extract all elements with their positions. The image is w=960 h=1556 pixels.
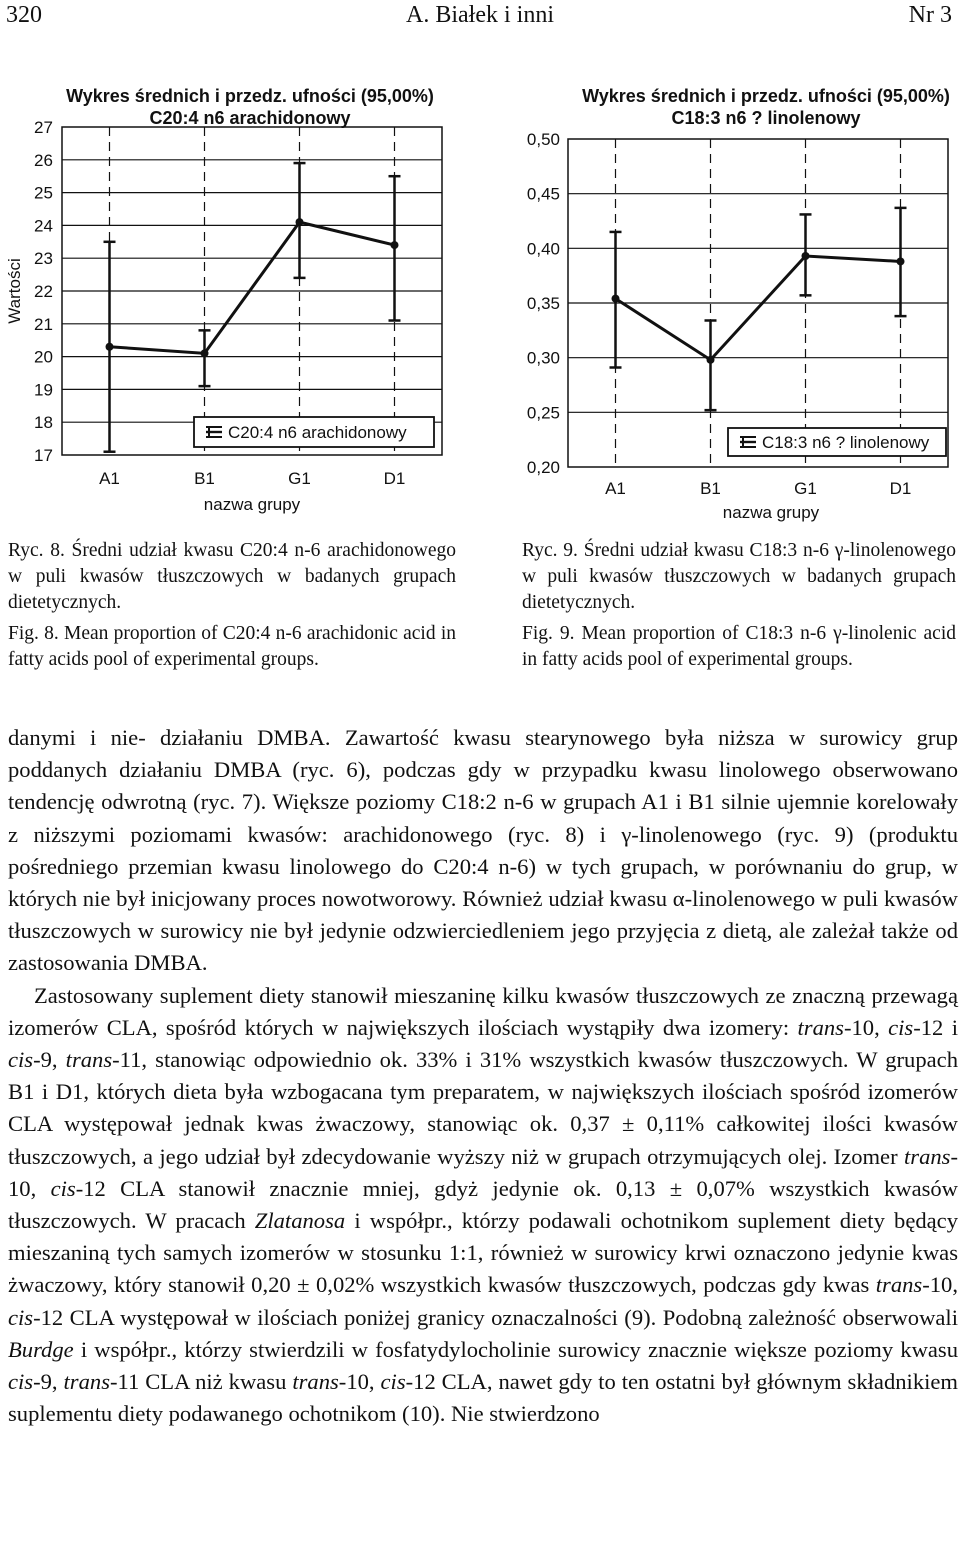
y-tick-label: 21 — [34, 314, 53, 334]
text-run: -12 i — [913, 1014, 958, 1040]
figure-8-caption — [8, 538, 456, 678]
text-run-italic: trans — [797, 1014, 844, 1040]
data-point — [612, 295, 620, 303]
text-run-italic: cis — [8, 1047, 34, 1073]
series-line — [110, 222, 395, 353]
text-run-italic: cis — [8, 1304, 34, 1330]
series-line — [616, 256, 901, 360]
text-run-italic: cis — [8, 1369, 34, 1395]
y-tick-label: 0,25 — [526, 403, 560, 423]
paragraph-1: danymi i nie- działaniu DMBA. Zawartość kwasu stearynowego była niższa w surowicy grup poddanych działaniu DMBA (ryc. 6), podczas gdy w przypadku kwasu linolowego obserwowano tendencję odwrotną (ryc. 7). Większe poziomy C18:2 n-6 w grupach A1 i B1 silnie ujemnie korelowały z niższymi poziomami kwasów: arachidonowego (ryc. 8) i γ-linolenowego (ryc. 9) (produktu pośredniego przemian kwasu linolowego do C20:4 n-6) w tych grupach, w porównaniu do grup, w których nie był inicjowany proces nowotworowy. Również udział kwasu α-linolenowego w puli kwasów tłuszczowych w surowicy nie był jedynie odzwierciedleniem jego przyjęcia z dietą, ale zależał także od zastosowania DMBA. — [8, 725, 958, 976]
issue-number: Nr 3 — [908, 2, 952, 28]
chart-title: Wykres średnich i przedz. ufności (95,00%) — [66, 86, 434, 106]
legend-label: C20:4 n6 arachidonowy — [228, 423, 407, 442]
text-run-italic: cis — [380, 1369, 406, 1395]
y-tick-label: 19 — [34, 380, 53, 400]
text-run-italic: trans — [292, 1369, 339, 1395]
text-run-italic: trans — [65, 1047, 113, 1073]
caption-fig8-pl: Ryc. 8. Średni udział kwasu C20:4 n-6 arachidonowego w puli kwasów tłuszczowych w badanych grupach dietetycznych. — [8, 540, 456, 613]
text-run: i współpr., którzy stwierdzili w fosfatydylocholinie surowicy znacznie większe poziomy kwasu — [73, 1336, 958, 1362]
text-run: -9, — [33, 1047, 66, 1073]
x-tick-label: A1 — [605, 479, 626, 498]
caption-fig9-pl: Ryc. 9. Średni udział kwasu C18:3 n-6 γ-linolenowego w puli kwasów tłuszczowych w badanych grupach dietetycznych. — [522, 540, 956, 613]
text-run: -12 CLA, nawet gdy to ten ostatni był głównym składnikiem suplementu diety podawanego ochotnikom (10). Nie stwierdzono — [8, 1369, 958, 1427]
text-run: -12 CLA występował w ilościach poniżej granicy oznaczalności (9). Podobną zależność obserwowali — [33, 1304, 958, 1330]
data-point — [201, 349, 209, 357]
x-tick-label: G1 — [794, 479, 817, 498]
text-run-italic: trans — [875, 1272, 923, 1298]
x-axis-label: nazwa grupy — [722, 503, 820, 522]
x-tick-label: D1 — [889, 479, 912, 498]
chart-arachidonic — [0, 72, 455, 524]
text-run: -10, — [338, 1369, 381, 1395]
text-run: -12 CLA stanowił znacznie mniej, gdyż jedynie ok. 0,13 ± 0,07% wszystkich kwasów tłuszczowych. W pracach — [8, 1175, 958, 1234]
text-run-italic: trans — [63, 1369, 110, 1395]
data-point — [296, 218, 304, 226]
running-header — [0, 0, 960, 34]
x-tick-label: A1 — [99, 469, 120, 488]
x-tick-label: G1 — [288, 469, 311, 488]
data-point — [106, 343, 114, 351]
y-tick-label: 0,35 — [526, 294, 560, 313]
y-tick-label: 23 — [34, 249, 53, 269]
y-tick-label: 18 — [34, 413, 53, 433]
x-tick-label: D1 — [383, 469, 406, 488]
y-tick-label: 26 — [34, 150, 53, 170]
y-tick-label: 0,40 — [526, 239, 560, 259]
text-run-italic: cis — [888, 1014, 914, 1040]
paragraph-2 — [8, 980, 958, 1431]
text-run: -9, — [33, 1369, 64, 1395]
text-run: Zastosowany suplement diety stanowił mieszaninę kilku kwasów tłuszczowych ze znaczną przewagą izomerów CLA, spośród których w największych ilościach wystąpiły dwa izomery: — [8, 982, 958, 1040]
y-tick-label: 17 — [34, 446, 53, 465]
body-text — [8, 722, 958, 1430]
y-tick-label: 20 — [34, 347, 53, 367]
data-point — [391, 241, 399, 249]
data-point — [802, 252, 810, 260]
chart-gamma-linolenic — [506, 72, 958, 524]
y-tick-label: 0,30 — [526, 348, 560, 368]
text-run-italic: trans — [904, 1143, 951, 1169]
figure-9-caption — [522, 538, 956, 678]
y-tick-label: 0,20 — [526, 458, 560, 477]
y-tick-label: 27 — [34, 118, 53, 137]
data-point — [707, 356, 715, 364]
text-run: -11 CLA niż kwasu — [110, 1369, 293, 1395]
text-run-italic: Burdge — [8, 1336, 74, 1362]
y-tick-label: 0,45 — [526, 184, 560, 204]
y-tick-label: 25 — [34, 183, 53, 203]
y-tick-label: 22 — [34, 282, 53, 301]
text-run-italic: cis — [50, 1175, 76, 1201]
chart-subtitle: C20:4 n6 arachidonowy — [149, 108, 351, 128]
x-axis-label: nazwa grupy — [203, 495, 301, 514]
text-run: -10, — [922, 1272, 958, 1298]
text-run: -10, — [843, 1014, 889, 1040]
text-run: -11, stanowiąc odpowiednio ok. 33% i 31% wszystkich kwasów tłuszczowych. W grupach B1 i D1, których dieta była wzbogacana tym preparatem, w największych ilościach spośród izomerów CLA występował jednak kwas żwaczowy, stanowiąc ok. 0,37 ± 0,11% całkowitej ilości kwasów tłuszczowych, a jego udział był zdecydowanie wyższy niż w grupach otrzymujących olej. Izomer — [8, 1047, 958, 1169]
running-authors: A. Białek i inni — [406, 2, 554, 28]
y-tick-label: 0,50 — [526, 130, 560, 149]
y-axis-label: Wartości — [5, 258, 24, 324]
data-point — [897, 257, 905, 265]
caption-fig9-en: Fig. 9. Mean proportion of C18:3 n-6 γ-linolenic acid in fatty acids pool of experimental groups. — [522, 623, 956, 670]
x-tick-label: B1 — [700, 479, 721, 498]
page-number: 320 — [6, 2, 42, 28]
caption-fig8-en: Fig. 8. Mean proportion of C20:4 n-6 arachidonic acid in fatty acids pool of experimental groups. — [8, 623, 456, 670]
x-tick-label: B1 — [194, 469, 215, 488]
chart-subtitle: C18:3 n6 ? linolenowy — [671, 108, 861, 128]
y-tick-label: 24 — [34, 216, 53, 236]
chart-title: Wykres średnich i przedz. ufności (95,00%) — [582, 86, 950, 106]
text-run: -10, — [8, 1143, 958, 1201]
text-run: i współpr., którzy podawali ochotnikom suplement diety będący mieszaniną tych samych izomerów w stosunku 1:1, również w surowicy krwi oznaczono jedynie kwas żwaczowy, który stanowił 0,20 ± 0,02% wszystkich kwasów tłuszczowych, podczas gdy kwas — [8, 1208, 959, 1298]
legend-label: C18:3 n6 ? linolenowy — [762, 433, 930, 452]
text-run-italic: Zlatanosa — [254, 1208, 346, 1234]
